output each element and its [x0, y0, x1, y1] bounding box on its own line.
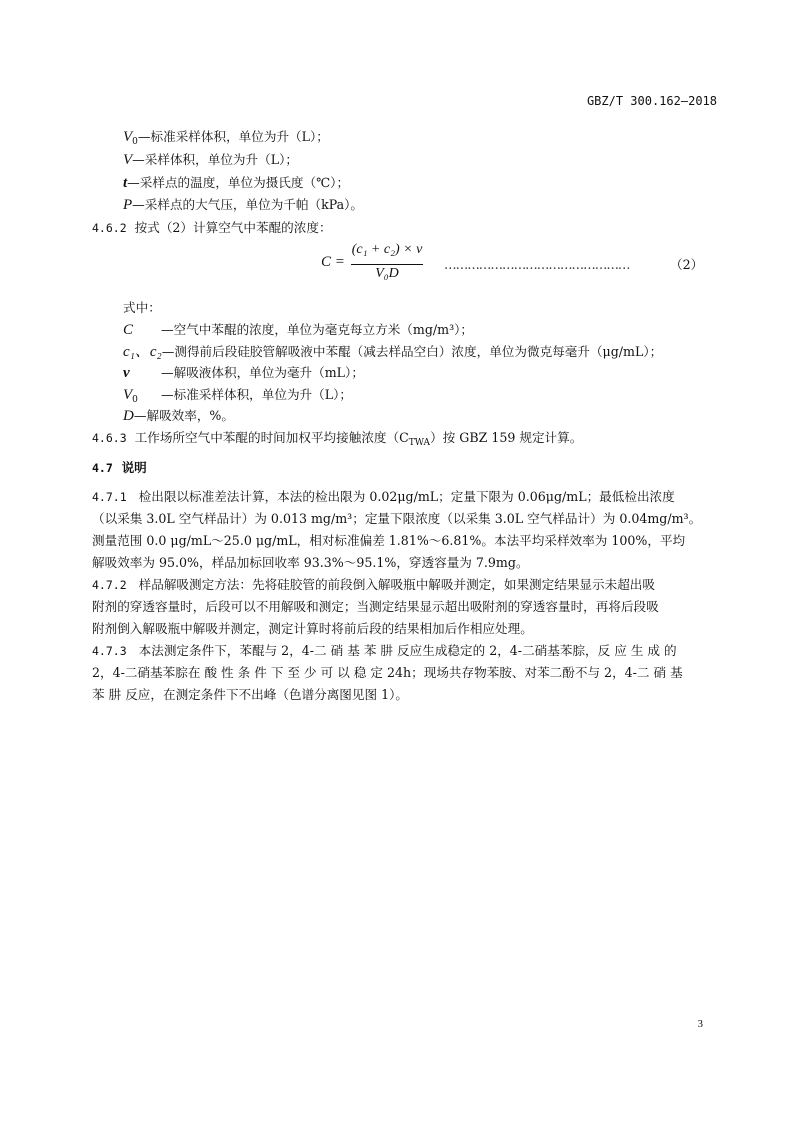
var-desc: —采样点的温度，单位为摄氏度（℃）；	[127, 175, 350, 190]
var-def-p	[123, 194, 363, 216]
clause-text: 工作场所空气中苯醌的时间加权平均接触浓度（C	[134, 430, 409, 445]
var-symbol: V	[123, 129, 133, 145]
var-def-d	[123, 405, 234, 427]
clause-4-7-2-line-3: 附剂倒入解吸瓶中解吸并测定，测定计算时将前后段的结果相加后作相应处理。	[92, 621, 533, 636]
var-def-c	[123, 319, 473, 341]
where-label: 式中：	[123, 300, 161, 315]
var-def-t	[123, 172, 349, 194]
page-number: 3	[697, 1018, 703, 1030]
var-desc: —解吸液体积，单位为毫升（mL）；	[161, 365, 364, 380]
var-desc: —标准采样体积，单位为升（L）；	[161, 387, 352, 402]
clause-4-7-1-line-4: 解吸效率为 95.0%，样品加标回收率 93.3%～95.1%，穿透容量为 7.9mg。	[92, 555, 529, 570]
var-def-v	[123, 149, 298, 171]
clause-text: 样品解吸测定方法：先将硅胶管的前段倒入解吸瓶中解吸并测定，如果测定结果显示未超出吸	[138, 577, 655, 592]
var-desc: —采样点的大气压，单位为千帕（kPa）。	[132, 197, 364, 212]
clause-text: 本法测定条件下，苯醌与 2，4-二 硝 基 苯 肼 反应生成稳定的 2，4-二硝基苯腙，反 应 生 成 的	[138, 643, 677, 658]
clause-number: 4.6.3	[92, 431, 127, 445]
var-subscript: 0	[132, 395, 138, 405]
section-number: 4.7	[92, 461, 113, 475]
clause-4-7-3-line-3: 苯 肼 反应，在测定条件下不出峰（色谱分离图见图 1）。	[92, 687, 408, 702]
section-title: 说明	[121, 460, 147, 475]
clause-number: 4.6.2	[92, 221, 127, 235]
clause-4-7-3-line-1	[92, 640, 677, 662]
clause-4-7-2-line-2: 附剂的穿透容量时，后段可以不用解吸和测定；当测定结果显示超出吸附剂的穿透容量时，再将后段吸	[92, 599, 659, 614]
var-symbol: D	[123, 408, 134, 424]
clause-4-7-1-line-1	[92, 486, 675, 508]
var-desc: —空气中苯醌的浓度，单位为毫克每立方米（mg/m³）；	[161, 322, 473, 337]
clause-text: 按式（2）计算空气中苯醌的浓度：	[134, 220, 332, 235]
var-symbol: P	[123, 197, 133, 213]
clause-4-7-2-line-1	[92, 574, 655, 596]
clause-number: 4.7.1	[92, 490, 127, 504]
var-subscript: 0	[132, 137, 138, 147]
equation-number: （2）	[670, 257, 704, 272]
clause-number: 4.7.2	[92, 578, 127, 592]
var-symbol: t	[123, 175, 128, 191]
formula-numerator: (c₁ + c₂) × v	[351, 242, 423, 257]
section-heading-4-7	[92, 457, 147, 479]
twa-subscript: TWA	[408, 438, 431, 448]
var-desc: —采样体积，单位为升（L）；	[132, 152, 298, 167]
formula-denominator: V₀D	[375, 266, 399, 281]
var-symbol: V	[123, 387, 133, 403]
clause-number: 4.7.3	[92, 644, 127, 658]
clause-4-7-1-line-2: （以采集 3.0L 空气样品计）为 0.013 mg/m³；定量下限浓度（以采集 3.0L 空气样品计）为 0.04mg/m³。	[92, 511, 702, 526]
fraction-bar	[351, 264, 423, 265]
clause-text: 检出限以标准差法计算，本法的检出限为 0.02μg/mL；定量下限为 0.06μg/mL；最低检出浓度	[138, 489, 675, 504]
clause-4-7-1-line-3: 测量范围 0.0 μg/mL～25.0 μg/mL，相对标准偏差 1.81%～6.81%。本法平均采样效率为 100%，平均	[92, 533, 686, 548]
clause-text-2: ）按 GBZ 159 规定计算。	[430, 430, 583, 445]
var-def-c1-c2	[123, 341, 662, 363]
clause-4-6-2	[92, 217, 332, 239]
var-desc: —测得前后段硅胶管解吸液中苯醌（减去样品空白）浓度，单位为微克每毫升（μg/mL）；	[161, 344, 663, 359]
var-symbol: v	[123, 365, 130, 381]
formula-lhs: C =	[321, 254, 345, 270]
var-symbol: C	[123, 322, 134, 338]
var-desc: —标准采样体积，单位为升（L）；	[137, 129, 329, 144]
var-symbol: V	[123, 152, 133, 168]
var-desc: —解吸效率，%。	[133, 408, 234, 423]
clause-4-6-3	[92, 427, 582, 454]
clause-4-7-3-line-2: 2，4-二硝基苯腙在 酸 性 条 件 下 至 少 可 以 稳 定 24h；现场共存物苯胺、对苯二酚不与 2，4-二 硝 基	[92, 665, 683, 680]
standard-code: GBZ/T 300.162—2018	[586, 94, 717, 108]
formula-leader-dots: …………………………………………	[444, 257, 630, 272]
var-symbol: c₁、c₂	[123, 344, 162, 360]
var-def-v-small	[123, 362, 364, 384]
